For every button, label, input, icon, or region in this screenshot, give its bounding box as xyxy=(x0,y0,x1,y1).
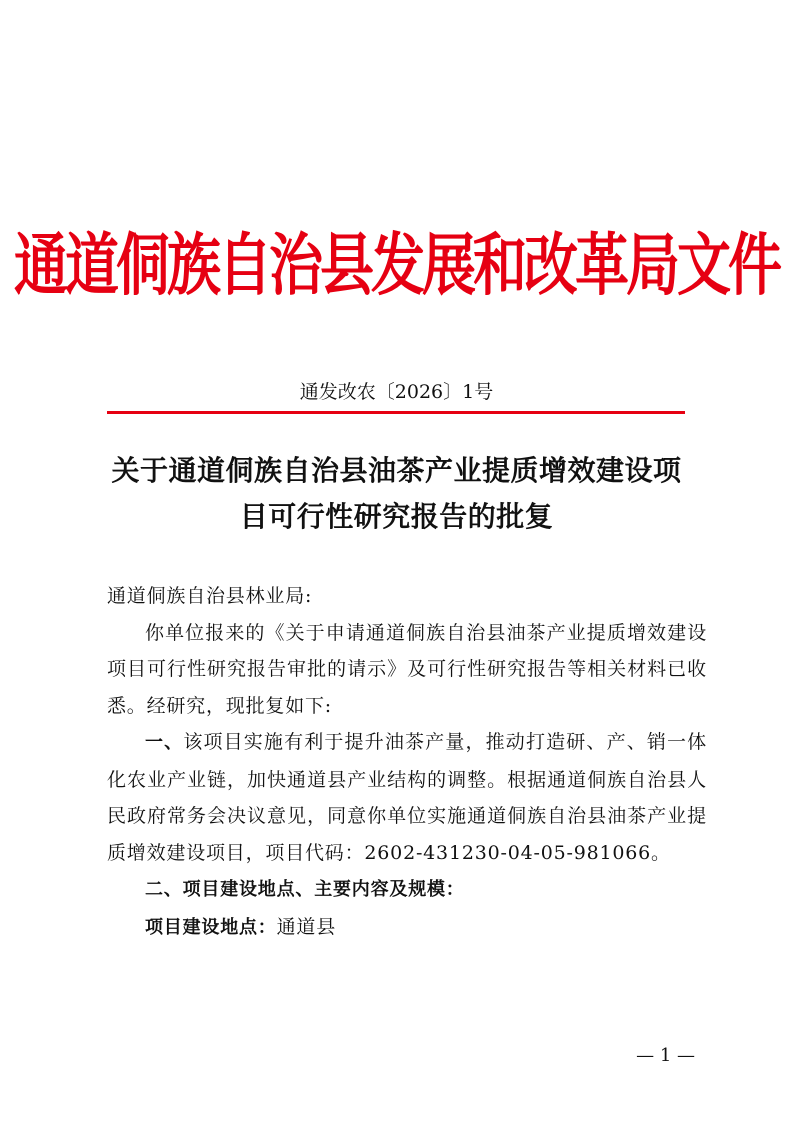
location-value: 通道县 xyxy=(276,915,337,938)
paragraph-intro: 你单位报来的《关于申请通道侗族自治县油茶产业提质增效建设项目可行性研究报告审批的请示》及可行性研究报告等相关材料已收悉。经研究，现批复如下: xyxy=(107,621,707,717)
document-number: 通发改农〔2026〕1号 xyxy=(299,381,494,403)
section-1-text: 该项目实施有利于提升油茶产量，推动打造研、产、销一体化农业产业链，加快通道县产业结构的调整。根据通道侗族自治县人民政府常务会决议意见，同意你单位实施通道侗族自治县油茶产业提质增效建设项目，项目代码：2602-431230-04-05-981066。 xyxy=(107,731,707,864)
salutation: 通道侗族自治县林业局: xyxy=(107,585,313,607)
section-2-heading: 二、项目建设地点、主要内容及规模： xyxy=(145,879,465,900)
location-label: 项目建设地点： xyxy=(145,916,277,938)
document-title xyxy=(90,448,703,540)
paragraph-location xyxy=(107,909,707,947)
section-1-heading: 一、 xyxy=(145,732,184,753)
document-masthead: 通道侗族自治县发展和改革局文件 xyxy=(14,225,779,305)
red-divider-line xyxy=(107,411,685,414)
document-title-line-2: 目可行性研究报告的批复 xyxy=(239,500,554,533)
document-body xyxy=(107,578,707,946)
page-number: — 1 — xyxy=(636,1045,695,1066)
paragraph-section-2 xyxy=(107,871,707,909)
document-title-line-1: 关于通道侗族自治县油茶产业提质增效建设项 xyxy=(111,454,682,487)
paragraph-section-1 xyxy=(107,724,707,871)
